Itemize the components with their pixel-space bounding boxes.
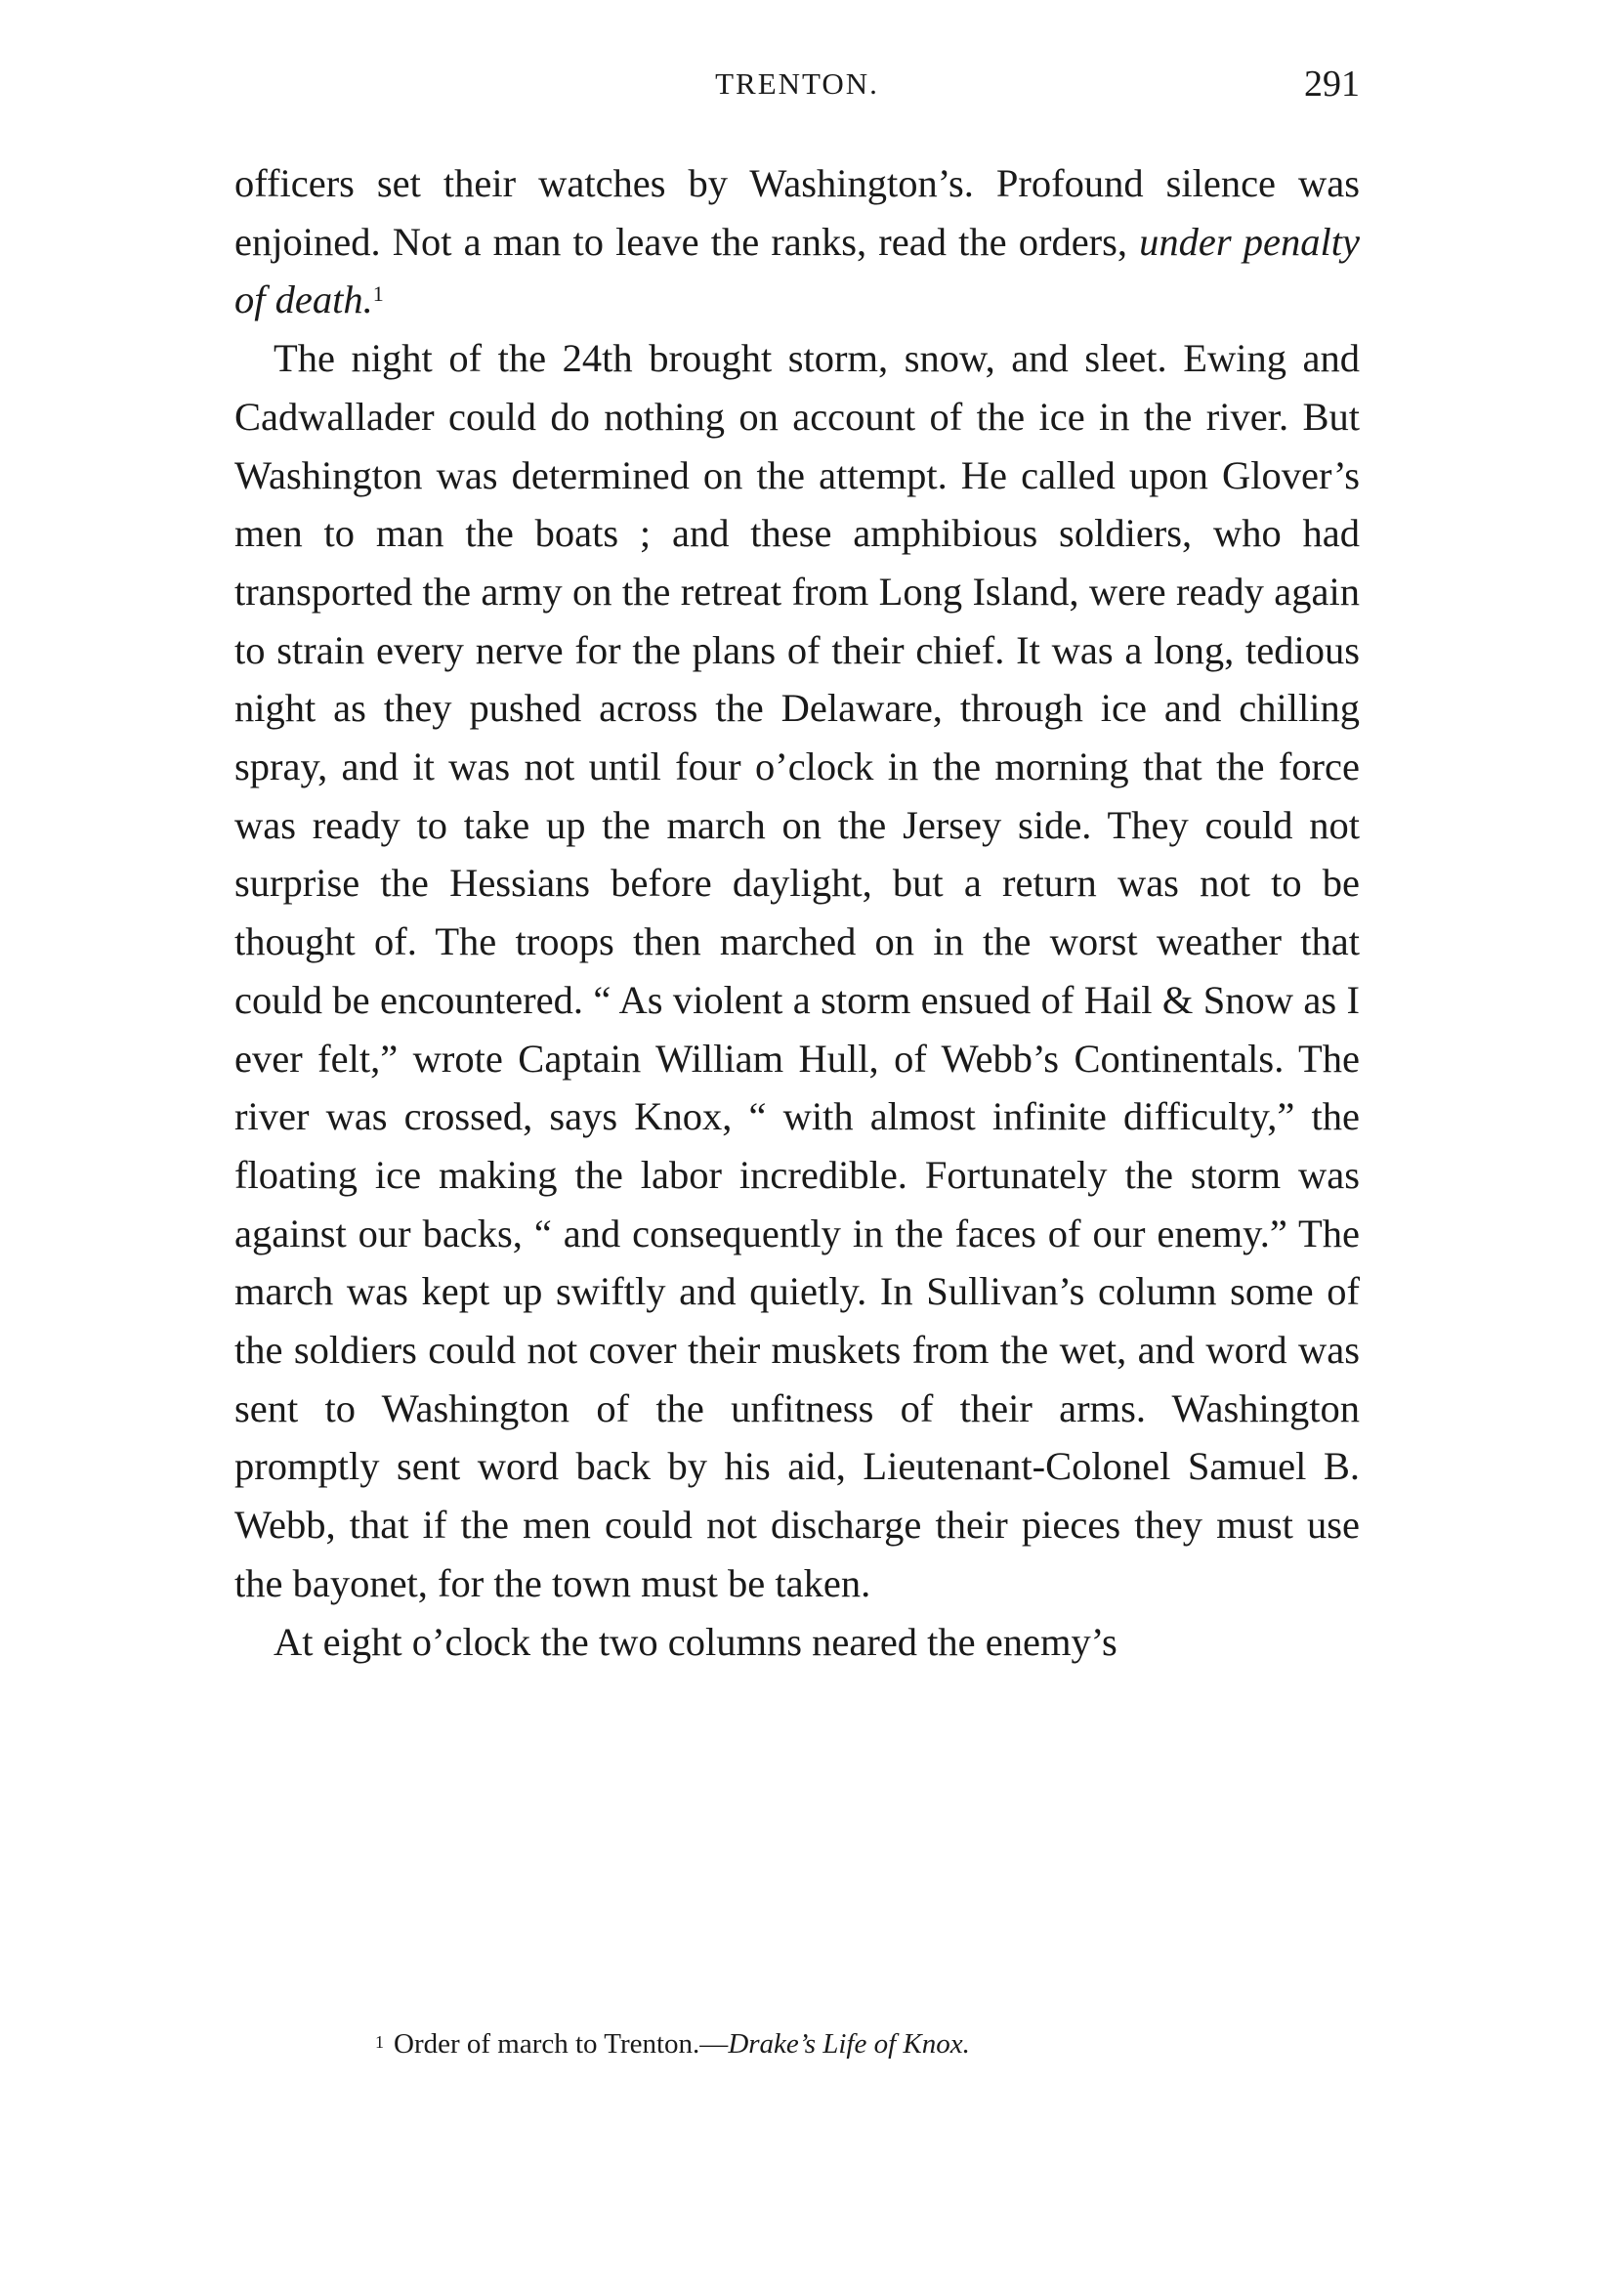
footnote <box>375 2024 1362 2063</box>
paragraph-1-text: officers set their watches by Washington’s. Profound silence was enjoined. Not a man to leave the ranks, read the orders, <box>234 161 1360 264</box>
paragraph-1 <box>234 154 1360 329</box>
footnote-italic: Drake’s Life of Knox. <box>728 2028 970 2060</box>
paragraph-1-italic: under penalty of death. <box>234 219 1360 322</box>
page-number: 291 <box>1304 64 1360 105</box>
body-text <box>234 154 1360 1671</box>
footnote-marker: 1 <box>375 2032 384 2052</box>
running-head: TRENTON. <box>715 66 879 101</box>
paragraph-2: The night of the 24th brought storm, snow, and sleet. Ewing and Cadwallader could do nothing on account of the ice in the river. But Washington was determined on the attempt. He called upon Glover’s men to man the boats ; and these amphibious soldiers, who had transported the army on the retreat from Long Island, were ready again to strain every nerve for the plans of their chief. It was a long, tedious night as they pushed across the Delaware, through ice and chilling spray, and it was not until four o’clock in the morning that the force was ready to take up the march on the Jersey side. They could not surprise the Hessians before daylight, but a return was not to be thought of. The troops then marched on in the worst weather that could be encountered. “ As violent a storm ensued of Hail & Snow as I ever felt,” wrote Captain William Hull, of Webb’s Continentals. The river was crossed, says Knox, “ with almost infinite difficulty,” the floating ice making the labor incredible. Fortunately the storm was against our backs, “ and consequently in the faces of our enemy.” The march was kept up swiftly and quietly. In Sullivan’s column some of the soldiers could not cover their muskets from the wet, and word was sent to Washington of the unfitness of their arms. Washington promptly sent word back by his aid, Lieutenant-Colonel Samuel B. Webb, that if the men could not discharge their pieces they must use the bayonet, for the town must be taken. <box>234 336 1360 1605</box>
footnote-text: Order of march to Trenton.— <box>394 2028 729 2060</box>
paragraph-3: At eight o’clock the two columns neared the enemy’s <box>274 1619 1117 1664</box>
page-header <box>234 66 1360 115</box>
footnote-reference: 1 <box>372 281 384 307</box>
